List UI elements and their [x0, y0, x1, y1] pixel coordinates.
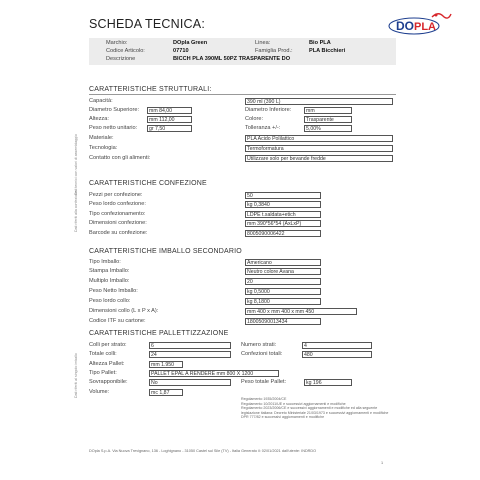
dim-collo-label: Dimensioni collo (L x P x A):: [89, 308, 159, 314]
linea-label: Linea:: [255, 40, 271, 46]
linea-value: Bio PLA: [309, 40, 331, 46]
regulation-line: Regolamento 2023/2006/CE e successivi aggiornamenti e modifiche ed alla seguente: [241, 406, 378, 410]
confezioni-totali-value: 480: [302, 351, 372, 358]
contatto-value: Utilizzare solo per bevande fredde: [245, 155, 393, 162]
numero-strati-value: 4: [302, 342, 372, 349]
numero-strati-label: Numero strati:: [241, 342, 277, 348]
volume-value: mc 1,87: [149, 389, 183, 396]
tecnologia-label: Tecnologia:: [89, 145, 118, 151]
diametro-inferiore-value: mm: [304, 107, 352, 114]
footer-company-info: DOpla S.p.A. Via Nuova Trevignano, 136 - Loghignano - 31050 Castel sul Sile (TV) - Italia Generato il: 02/01/2021 dall'utente: INDRDO: [89, 449, 317, 453]
stampa-imballo-label: Stampa Imballo:: [89, 268, 130, 274]
sovrapponibile-label: Sovrapponibile:: [89, 379, 128, 385]
altezza-label: Altezza:: [89, 116, 109, 122]
marchio-label: Marchio:: [106, 40, 128, 46]
marchio-value: DOpla Green: [173, 40, 208, 46]
pezzi-label: Pezzi per confezione:: [89, 192, 143, 198]
barcode-label: Barcode su confezione:: [89, 230, 148, 236]
peso-netto-imballo-value: kg 0,5000: [245, 288, 321, 295]
stampa-imballo-value: Neutro colore Avana: [245, 268, 321, 275]
totale-colli-value: 24: [149, 351, 231, 358]
colli-strato-label: Colli per strato:: [89, 342, 127, 348]
peso-lordo-conf-value: kg 0,3840: [245, 201, 321, 208]
peso-netto-value: gr 7,50: [147, 125, 192, 132]
section-heading-imballo: CARATTERISTICHE IMBALLO SECONDARIO: [89, 248, 242, 255]
logo-text-do: DO: [396, 19, 414, 33]
tipo-conf-label: Tipo confezionamento:: [89, 211, 146, 217]
barcode-value: 8005090006422: [245, 230, 321, 237]
dim-conf-value: mm 390*56*54 (AxLxP): [245, 220, 321, 227]
colore-value: Trasparente: [304, 116, 352, 123]
regulation-line: legislazione italiana: Decreto Ministeriale 21/03/1973 e successivi aggiornamenti e modifiche: [241, 410, 389, 415]
contatto-label: Contatto con gli alimenti:: [89, 155, 151, 161]
page-number: 1: [381, 461, 384, 465]
descrizione-value: BICCH PLA 390ML 50PZ TRASPARENTE DO: [173, 56, 291, 62]
altezza-pallet-value: mm 1.950: [149, 361, 183, 368]
side-note-technical: Dati tecnici con valori di assemblaggio: [74, 134, 78, 195]
tolleranza-value: 5,00%: [304, 125, 352, 132]
altezza-value: mm 112,00: [147, 116, 192, 123]
colore-label: Colore:: [245, 116, 264, 122]
dopla-logo: [388, 11, 452, 37]
totale-colli-label: Totale colli:: [89, 351, 117, 357]
peso-totale-pallet-label: Peso totale Pallet:: [241, 379, 287, 385]
regulation-line: Regolamento 10/2011/UE e successivi aggiornamenti e modifiche: [241, 401, 346, 406]
section-heading-pallet: CARATTERISTICHE PALLETTIZZAZIONE: [89, 330, 229, 337]
article-header: [89, 38, 396, 65]
tipo-pallet-label: Tipo Pallet:: [89, 370, 117, 376]
peso-totale-pallet-value: kg 196: [304, 379, 352, 386]
itf-value: 18005090013434: [245, 318, 321, 325]
materiale-value: PLA Acido Polilattico: [245, 135, 393, 142]
tipo-imballo-label: Tipo Imballo:: [89, 259, 121, 265]
regulation-line: Regolamento 1935/2004/CE: [241, 397, 287, 401]
diametro-superiore-value: mm 84,00: [147, 107, 192, 114]
capacita-label: Capacità:: [89, 98, 113, 104]
peso-lordo-collo-label: Peso lordo collo:: [89, 298, 131, 304]
section-heading-confezione: CARATTERISTICHE CONFEZIONE: [89, 180, 207, 187]
section-heading-strutturali: CARATTERISTICHE STRUTTURALI:: [89, 86, 396, 95]
multiplo-imballo-value: 20: [245, 278, 321, 285]
regulation-line: DPR 777/82 e successivi aggiornamenti e modifiche: [241, 415, 325, 419]
confezioni-totali-label: Confezioni totali:: [241, 351, 283, 357]
peso-lordo-collo-value: kg 8,1800: [245, 298, 321, 305]
logo-text-pla: PLA: [414, 21, 436, 33]
codice-label: Codice Articolo:: [106, 48, 145, 54]
tecnologia-value: Termoformatura: [245, 145, 393, 152]
diametro-superiore-label: Diametro Superiore:: [89, 107, 140, 113]
diametro-inferiore-label: Diametro Inferiore:: [245, 107, 292, 113]
side-note-package: Dati riferiti alla confezione: [74, 190, 78, 232]
peso-netto-imballo-label: Peso Netto Imballo:: [89, 288, 138, 294]
dim-collo-value: mm 400 x mm 400 x mm 450: [245, 308, 357, 315]
colli-strato-value: 6: [149, 342, 231, 349]
materiale-label: Materiale:: [89, 135, 114, 141]
tolleranza-label: Tolleranza +/-:: [245, 125, 281, 131]
famiglia-value: PLA Bicchieri: [309, 48, 346, 54]
volume-label: Volume:: [89, 389, 110, 395]
sovrapponibile-value: No: [149, 379, 231, 386]
page-title: SCHEDA TECNICA:: [89, 17, 205, 31]
tipo-conf-value: LDPE t.saldata+etich: [245, 211, 321, 218]
peso-lordo-conf-label: Peso lordo confezione:: [89, 201, 146, 207]
side-note-pallet: Dati riferiti al singolo imballo: [74, 353, 78, 398]
peso-netto-label: Peso netto unitario:: [89, 125, 138, 131]
itf-label: Codice ITF su cartone:: [89, 318, 146, 324]
tipo-imballo-value: Americano: [245, 259, 321, 266]
pezzi-value: 50: [245, 192, 321, 199]
multiplo-imballo-label: Multiplo Imballo:: [89, 278, 130, 284]
altezza-pallet-label: Altezza Pallet:: [89, 361, 125, 367]
famiglia-label: Famiglia Prod.:: [255, 48, 293, 54]
codice-value: 07710: [173, 48, 189, 54]
capacita-value: 390 ml (390 L): [245, 98, 393, 105]
descrizione-label: Descrizione: [106, 56, 136, 62]
tipo-pallet-value: PALLET EPAL A RENDERE mm 800 X 1200: [149, 370, 279, 377]
dim-conf-label: Dimensioni confezione:: [89, 220, 147, 226]
